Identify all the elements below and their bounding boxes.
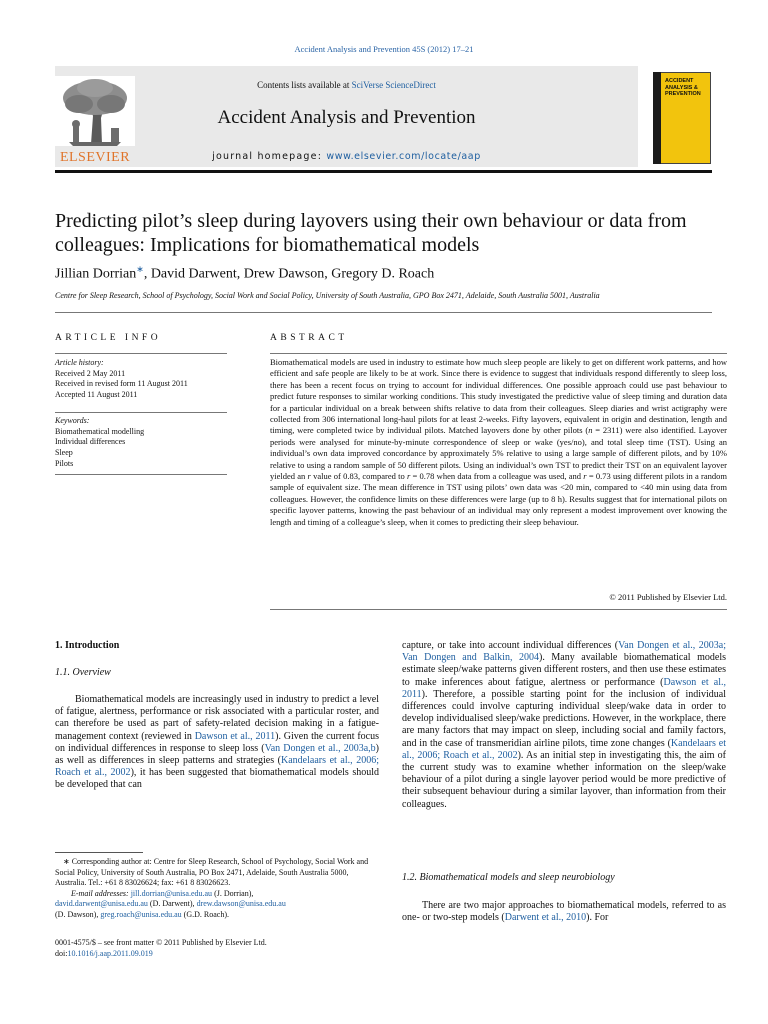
keyword-item: Sleep (55, 448, 73, 458)
header-divider (55, 170, 712, 173)
citation-link[interactable]: Darwent et al., 2010 (504, 912, 587, 924)
citation-link[interactable]: Van Dongen et al., 2003a,b (264, 742, 376, 754)
author-list (55, 264, 434, 283)
footnote-emails (55, 889, 379, 921)
history-entry: Received in revised form 11 August 2011 (55, 379, 188, 389)
corresponding-author-mark[interactable]: ∗ (136, 264, 144, 274)
email-link[interactable]: greg.roach@unisa.edu.au (100, 909, 182, 919)
body-paragraph (402, 640, 726, 811)
sciencedirect-link[interactable]: SciVerse ScienceDirect (351, 80, 436, 90)
abstract-segment: Biomathematical models are used in industry to estimate how much sleep people are likely to get on different work patterns, and how efficient and safe people are likely to be at work. Since there is evidence to suggest that individuals respond differently to sleep loss, there has been a recent focus on trying to account for individual differences. One possible approach could use past behaviour to predict future responses to similar working conditions. This study investigated the predictive value of sleep timing and duration data for a particular individual on a break between shifts relative to data from their colleagues. Sleep diaries and wrist actigraphy were collected from 306 international long-haul pilots for at least 2-weeks. Fifty layovers, equivalent in origin and destination, length and timing, were completed twice by individual pilots. Matched layovers done by other pilots ( (270, 357, 727, 436)
article-history (55, 358, 227, 401)
body-text: ). For (586, 912, 609, 924)
affiliation-divider (55, 312, 712, 313)
author-affiliation: Centre for Sleep Research, School of Psychology, Social Work and Social Policy, University of South Australia, GPO Box 2471, Adelaide, South Australia 5001, Australia (55, 291, 600, 300)
email-owner: (G.D. Roach). (181, 909, 229, 919)
abstract-segment: = 0.78 when data from a colleague was used, and (410, 471, 584, 482)
email-link[interactable]: jill.dorrian@unisa.edu.au (130, 888, 213, 898)
abstract-divider (270, 353, 727, 354)
journal-citation[interactable]: Accident Analysis and Prevention 45S (2012) 17–21 (294, 44, 474, 54)
issn-doi-block (55, 937, 379, 959)
article-info-divider (55, 474, 227, 475)
abstract-segment: value of 0.83, compared to (310, 471, 407, 482)
copyright-notice: © 2011 Published by Elsevier Ltd. (609, 592, 727, 602)
footnote-divider (55, 852, 143, 853)
email-link[interactable]: drew.dawson@unisa.edu.au (196, 899, 286, 908)
body-text: ) as well as differences in sleep patterns and strategies ( (55, 742, 379, 767)
doi-label: doi: (55, 949, 68, 958)
section-heading-introduction: 1. Introduction (55, 640, 120, 651)
citation-link[interactable]: Dawson et al., 2011 (402, 676, 726, 700)
body-text: ). Therefore, a possible starting point for the inclusion of individual differences could involve capturing individual sleep/wake data in order to develop individualised sleep/wake predictions. However, in the workplace, there are many factors that may impact on sleep, including social and family factors, and in the case of transmeridian airline pilots, time zone changes ( (402, 688, 726, 749)
email-owner: (D. Darwent), (147, 899, 197, 908)
body-paragraph (402, 900, 726, 924)
author-name[interactable]: Jillian Dorrian (55, 266, 137, 282)
elsevier-wordmark[interactable]: ELSEVIER (59, 150, 131, 165)
keyword-item: Biomathematical modelling (55, 426, 145, 436)
keywords-label: Keywords: (55, 416, 90, 425)
homepage-link[interactable]: www.elsevier.com/locate/aap (326, 151, 481, 162)
footnote-mark: ∗ (63, 857, 70, 866)
article-history-label: Article history: (55, 358, 104, 367)
doi-line (55, 948, 379, 959)
homepage-prefix: journal homepage: (212, 151, 327, 162)
journal-cover-spine (653, 72, 661, 164)
body-text: ). Many available biomathematical models estimate sleep/wake patterns given different rosters, and then use these estimates to make inferences about fatigue, alertness or performance ( (402, 652, 726, 688)
article-info-heading: ARTICLE INFO (55, 333, 162, 343)
email-owner: (D. Dawson), (55, 909, 101, 919)
citation-link[interactable]: Kandelaars et al., 2006; Roach et al., 2002 (55, 755, 380, 779)
body-text: ). Given the current focus on individual differences in response to sleep loss ( (55, 730, 379, 754)
keywords-list (55, 416, 227, 470)
issn-line: 0001-4575/$ – see front matter © 2011 Published by Elsevier Ltd. (55, 938, 267, 947)
history-entry: Received 2 May 2011 (55, 368, 126, 378)
history-entry: Accepted 11 August 2011 (55, 390, 138, 400)
article-info-divider (55, 353, 227, 354)
citation-link[interactable]: Van Dongen et al., 2003a; Van Dongen and Balkin, 2004 (402, 640, 726, 664)
author-names-rest: , David Darwent, Drew Dawson, Gregory D. Roach (143, 266, 435, 282)
footnote-corresponding (55, 857, 379, 889)
abstract-variable: n (588, 425, 593, 436)
abstract-variable: r (406, 471, 411, 482)
contents-available-line (55, 80, 638, 90)
body-text: ). As an initial step in investigating this, the aim of the current study was to examine whether information on the sleep/wake behaviour of a pilot during a single layover period would be more predictive of their subsequent behaviour during a similar layover, than information from their colleagues. (402, 749, 726, 810)
email-link[interactable]: david.darwent@unisa.edu.au (55, 899, 148, 908)
doi-link[interactable]: 10.1016/j.aap.2011.09.019 (67, 949, 153, 958)
journal-name: Accident Analysis and Prevention (217, 107, 476, 128)
abstract-segment: = 2311) were also identified. Layover periods were analysed for minute-by-minute correspondence of sleep or wake (yes/no), and total sleep time (TST). Using an individual’s own data improved concordance by approximately 5% relative to using a large sample of different pilots, and by 10% relative to using a random sample of 50 different pilots. Using an individual’s own TST to predict their TST on an equivalent layover yielded an (270, 425, 727, 482)
abstract-variable: r (307, 471, 311, 482)
body-text: Biomathematical models are increasingly used in industry to predict a level of fatigue, alertness, performance or risk associated with a particular roster, and can therefore be used as part of safety-related decision making in a fatigue-management context (reviewed in (55, 694, 379, 742)
subsection-heading-biomathematical-models: 1.2. Biomathematical models and sleep neurobiology (402, 872, 615, 883)
keyword-item: Pilots (55, 458, 74, 468)
journal-cover-title: ACCIDENT ANALYSIS & PREVENTION (665, 78, 701, 97)
abstract-segment: = 0.73 using different pilots in a random sample of equivalent size. The mean difference in TST using pilots’ own data was <20 min, compared to <40 min using data from colleagues. However, the confidence limits on these differences were large (up to 8 h). Results suggest that for international pilots on specific layover patterns, knowing the past behaviour of an individual may only represent a modest improvement over knowing the length and timing of a colleague’s sleep, when it comes to predicting their sleep behaviour. (270, 471, 728, 527)
body-paragraph (55, 694, 379, 792)
journal-homepage-line (55, 151, 638, 162)
email-label: E-mail addresses: (71, 888, 131, 898)
body-text: capture, or take into account individual differences ( (402, 640, 619, 651)
citation-link[interactable]: Dawson et al., 2011 (194, 730, 276, 742)
contents-prefix: Contents lists available at (257, 80, 352, 90)
body-text: There are two major approaches to biomathematical models, referred to as one- or two-step models ( (402, 900, 726, 924)
article-info-divider (55, 412, 227, 413)
corresponding-author-footnote (55, 857, 379, 920)
citation-link[interactable]: Kandelaars et al., 2006; Roach et al., 2002 (402, 737, 726, 761)
email-owner: (J. Dorrian), (212, 888, 254, 898)
article-title: Predicting pilot’s sleep during layovers using their own behaviour or data from colleagues: Implications for biomathematical models (55, 210, 687, 256)
abstract-text (270, 357, 727, 528)
abstract-variable: r (583, 471, 587, 482)
keyword-item: Individual differences (55, 437, 126, 447)
body-text: ), it has been suggested that biomathematical models should be developed that can (55, 767, 379, 791)
subsection-heading-overview: 1.1. Overview (55, 667, 111, 678)
abstract-heading: ABSTRACT (270, 333, 348, 343)
footnote-text: Corresponding author at: Centre for Sleep Research, School of Psychology, Social Work and Social Policy, University of South Australia, PO Box 2471, Adelaide, South Australia 5000, Australia. Tel.: +61 8 83026624; fax: +61 8 83026623. (55, 857, 369, 887)
abstract-divider (270, 609, 727, 610)
